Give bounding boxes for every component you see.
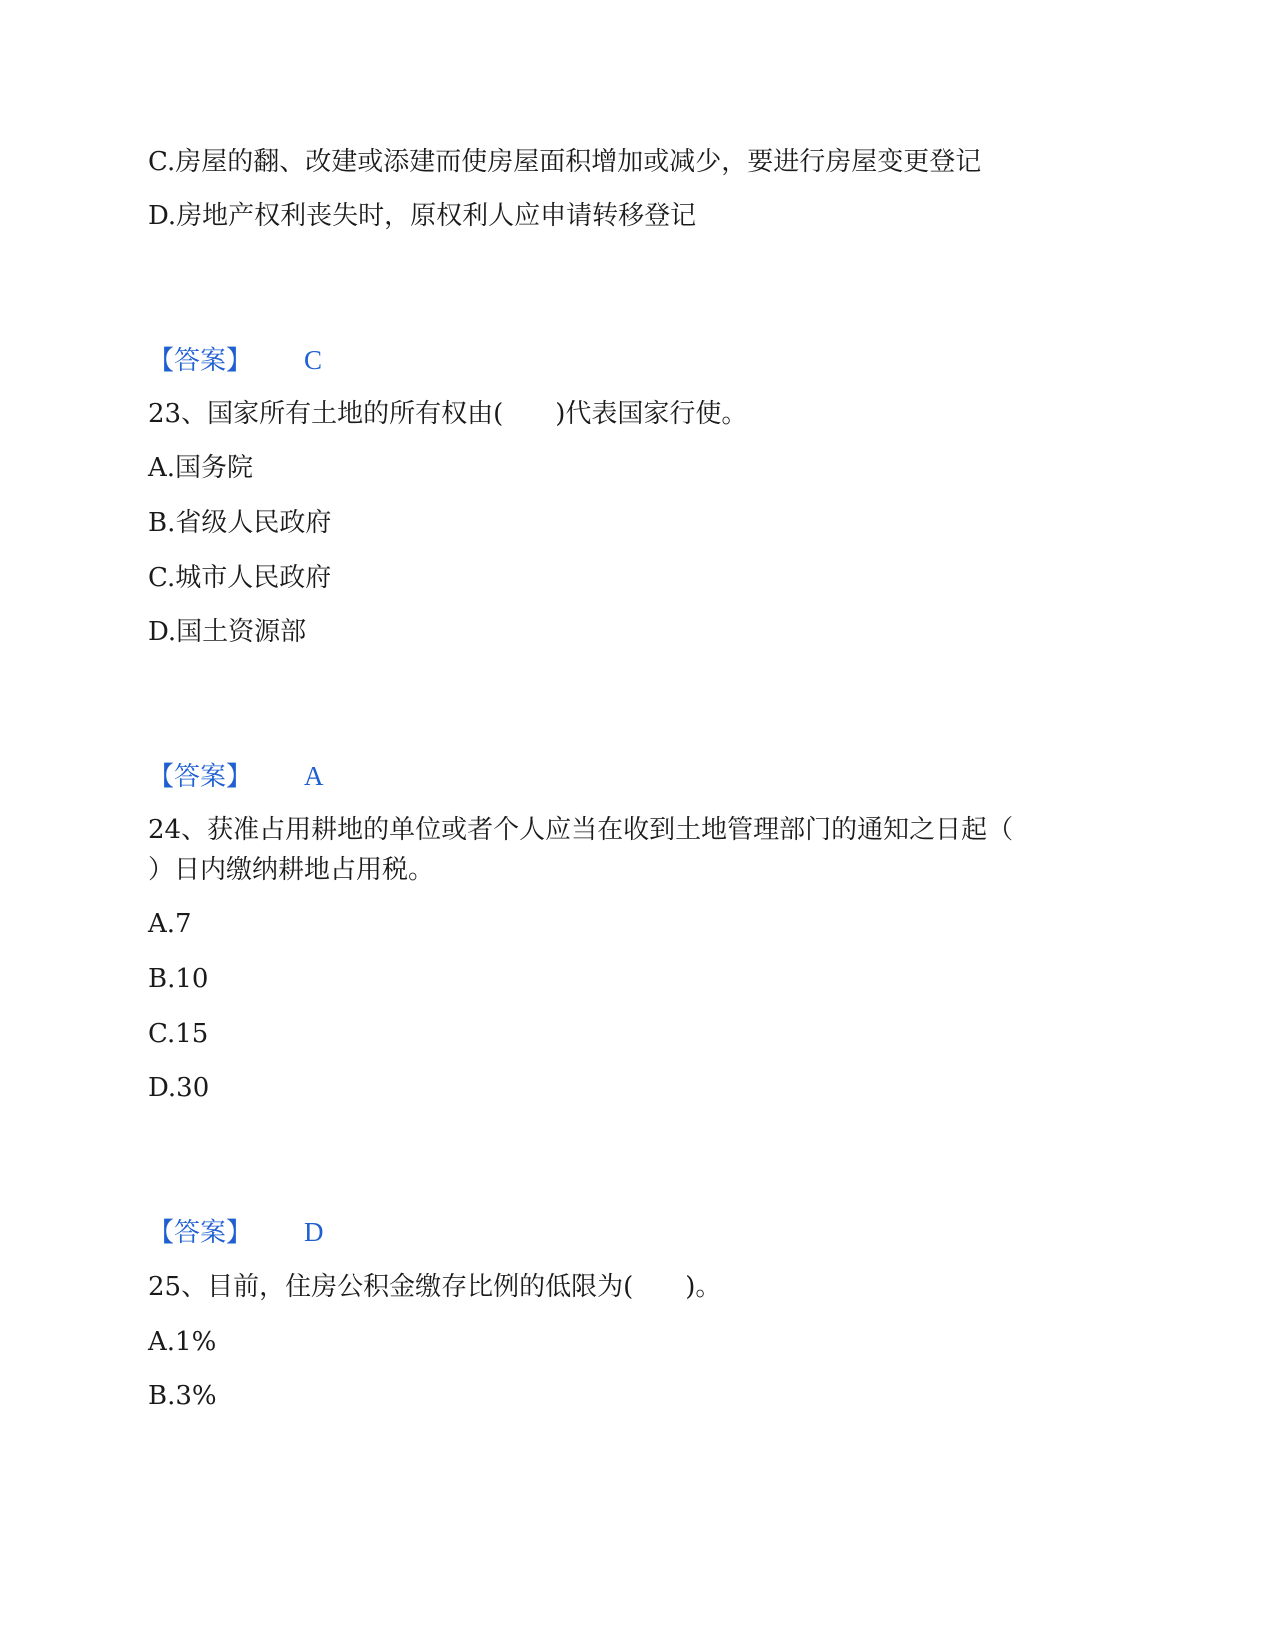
q25-option-a: A.1% bbox=[148, 1327, 217, 1357]
q24-option-c: C.15 bbox=[148, 1019, 209, 1049]
q23-option-b: B.省级人民政府 bbox=[148, 508, 332, 538]
q24-stem-line1: 24、获准占用耕地的单位或者个人应当在收到土地管理部门的通知之日起（ bbox=[148, 815, 1014, 845]
q24-option-a: A.7 bbox=[148, 909, 192, 939]
q24-option-b: B.10 bbox=[148, 964, 209, 994]
q23-option-d: D.国土资源部 bbox=[148, 617, 307, 647]
answer-23 bbox=[148, 759, 324, 794]
answer-22 bbox=[148, 343, 322, 378]
q23-stem: 23、国家所有土地的所有权由( )代表国家行使。 bbox=[148, 399, 748, 429]
q22-option-c: C.房屋的翻、改建或添建而使房屋面积增加或减少，要进行房屋变更登记 bbox=[148, 147, 982, 177]
answer-label: 【答案】 bbox=[148, 1218, 253, 1248]
q23-option-c: C.城市人民政府 bbox=[148, 563, 332, 593]
q23-option-a: A.国务院 bbox=[148, 453, 254, 483]
q25-stem: 25、目前，住房公积金缴存比例的低限为( )。 bbox=[148, 1272, 722, 1302]
q25-option-b: B.3% bbox=[148, 1381, 217, 1411]
answer-label: 【答案】 bbox=[148, 346, 253, 376]
q24-stem-line2: ）日内缴纳耕地占用税。 bbox=[148, 855, 435, 885]
answer-label: 【答案】 bbox=[148, 762, 253, 792]
q24-option-d: D.30 bbox=[148, 1073, 210, 1103]
answer-24 bbox=[148, 1215, 324, 1250]
q22-option-d: D.房地产权利丧失时，原权利人应申请转移登记 bbox=[148, 201, 697, 231]
answer-value: C bbox=[304, 345, 323, 375]
answer-value: D bbox=[304, 1217, 324, 1247]
answer-value: A bbox=[304, 761, 324, 791]
